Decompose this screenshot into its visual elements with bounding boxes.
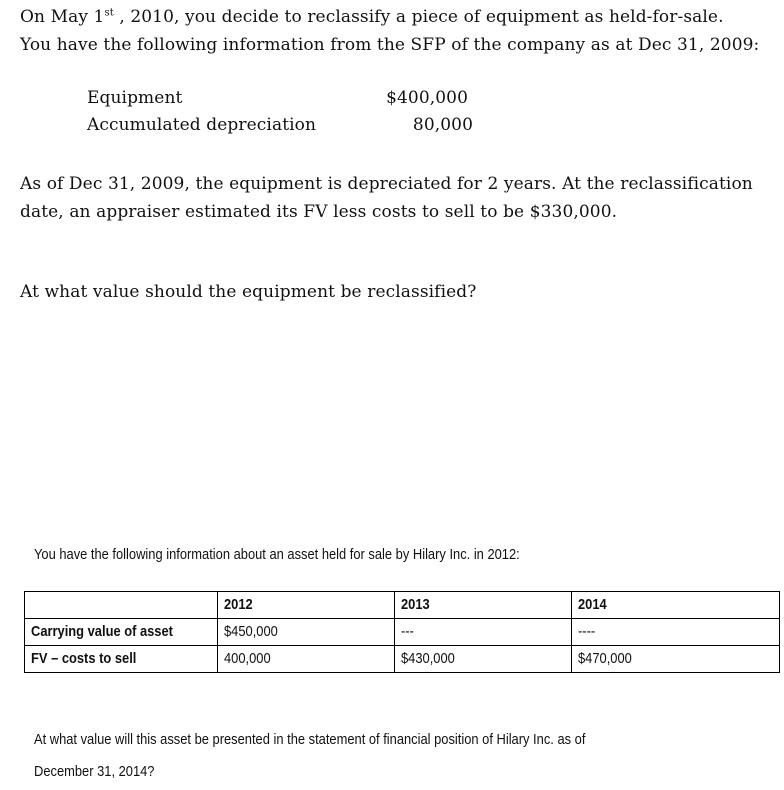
table-cell: $430,000 bbox=[395, 646, 572, 673]
table-cell: $470,000 bbox=[572, 646, 780, 673]
table-cell: FV – costs to sell bbox=[25, 646, 218, 673]
accumulated-depreciation-label: Accumulated depreciation bbox=[87, 115, 317, 135]
asset-table bbox=[24, 591, 780, 673]
table-header-cell: 2014 bbox=[572, 592, 780, 619]
problem1-question: At what value should the equipment be reclassified? bbox=[20, 282, 477, 302]
table-cell: Carrying value of asset bbox=[25, 619, 218, 646]
table-row bbox=[25, 619, 780, 646]
equipment-label: Equipment bbox=[87, 88, 183, 108]
table-cell: $450,000 bbox=[218, 619, 395, 646]
equipment-row bbox=[87, 88, 477, 115]
table-header-cell: 2013 bbox=[395, 592, 572, 619]
question-line-1: At what value will this asset be presented in the statement of financial position of Hilary Inc. as of bbox=[34, 731, 586, 748]
problem2-question bbox=[34, 724, 675, 788]
table-header-row bbox=[25, 592, 780, 619]
table-header-cell bbox=[25, 592, 218, 619]
problem2-intro: You have the following information about an asset held for sale by Hilary Inc. in 2012: bbox=[34, 546, 520, 563]
table-cell: ---- bbox=[572, 619, 780, 646]
equipment-value: $400,000 bbox=[386, 88, 468, 108]
question-line-2: December 31, 2014? bbox=[34, 763, 155, 780]
accumulated-depreciation-value: 80,000 bbox=[412, 115, 473, 135]
table-header-cell: 2012 bbox=[218, 592, 395, 619]
problem1-paragraph: As of Dec 31, 2009, the equipment is depreciated for 2 years. At the reclassification date, an appraiser estimated its FV less costs to sell to be $330,000. bbox=[20, 174, 753, 222]
intro-superscript: st bbox=[104, 7, 114, 19]
intro-pre: On May 1 bbox=[20, 7, 105, 27]
table-cell: --- bbox=[395, 619, 572, 646]
intro-post: , 2010, you decide to reclassify a piece of equipment as held-for-sale. You have the following information from the SFP of the company as at Dec 31, 2009: bbox=[20, 7, 760, 55]
accumulated-depreciation-row bbox=[87, 115, 477, 142]
table-row bbox=[25, 646, 780, 673]
problem1-intro bbox=[20, 4, 760, 59]
table-cell: 400,000 bbox=[218, 646, 395, 673]
